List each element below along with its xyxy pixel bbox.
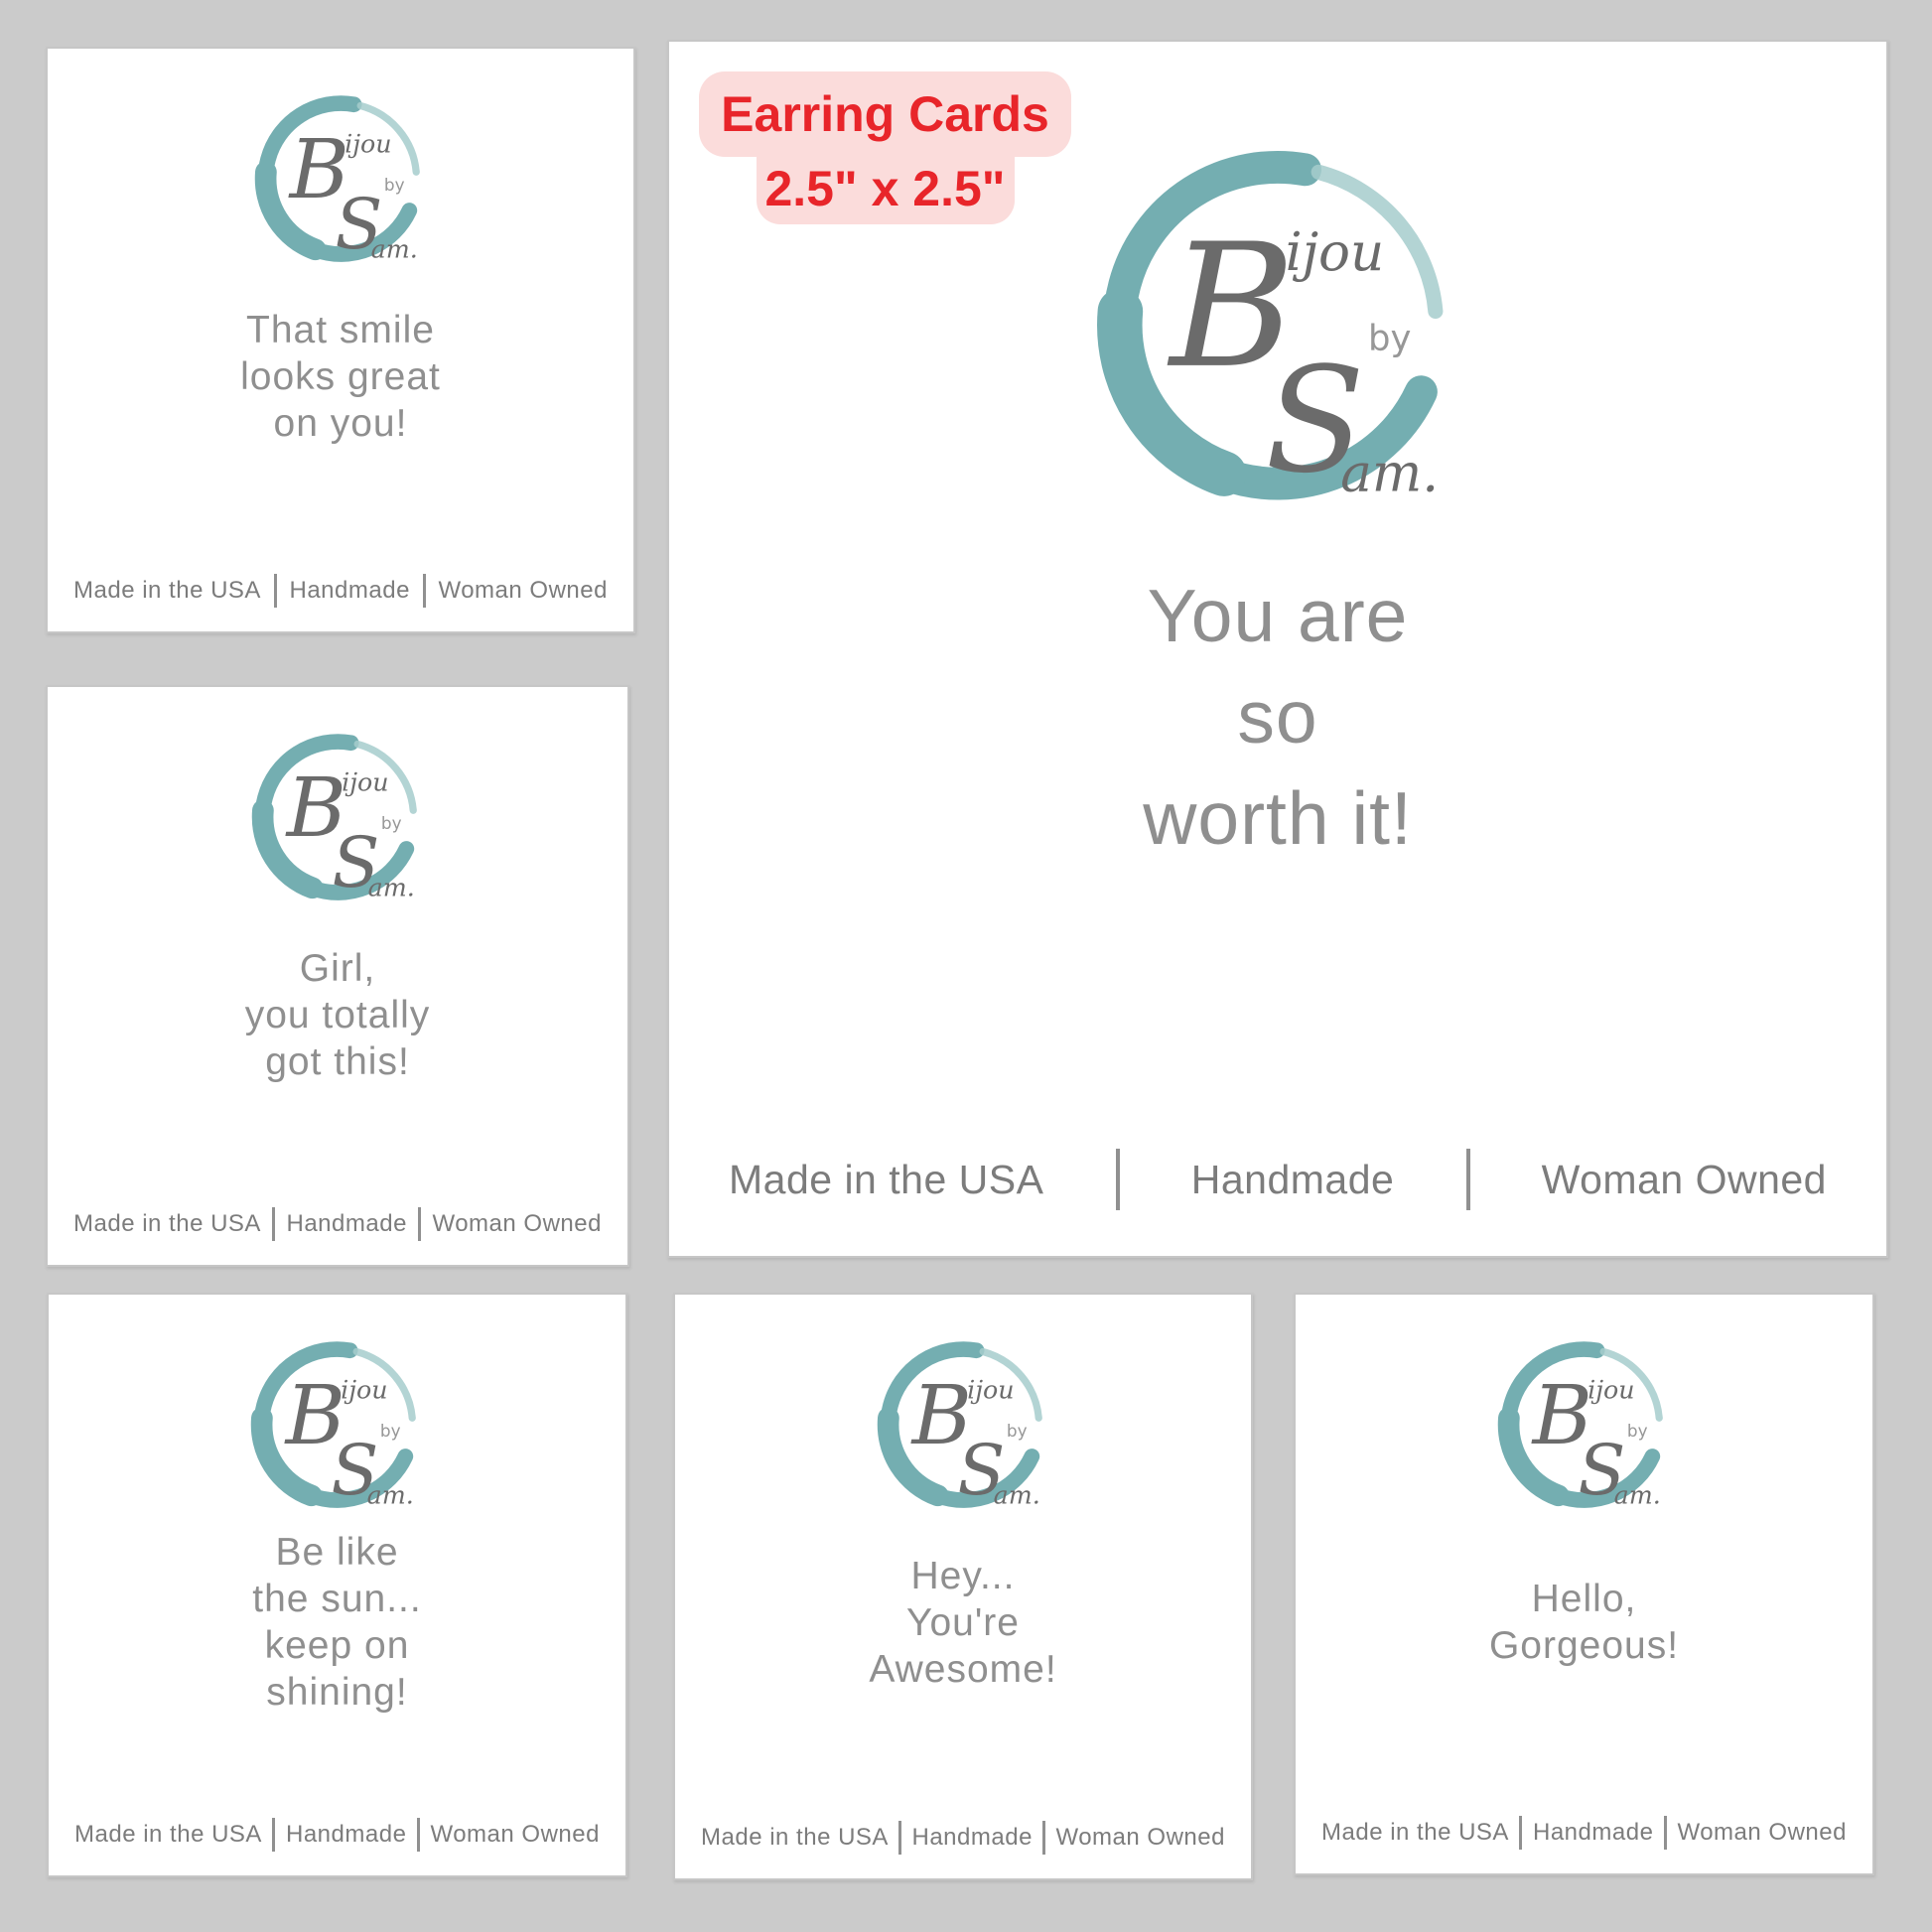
footer-made-in-usa: Made in the USA [73, 1210, 261, 1237]
divider [274, 574, 277, 608]
footer-handmade: Handmade [289, 577, 410, 604]
footer-made-in-usa: Made in the USA [1321, 1819, 1509, 1846]
card-message [48, 242, 633, 510]
earring-card-girl-you-got-this [46, 685, 629, 1267]
message-line: the sun... [252, 1578, 422, 1620]
size-badge-title: Earring Cards [699, 71, 1071, 157]
card-footer [48, 574, 633, 608]
card-message [669, 508, 1886, 925]
footer-made-in-usa: Made in the USA [701, 1824, 889, 1851]
divider [272, 1207, 275, 1241]
message-line: on you! [273, 401, 408, 445]
earring-card-be-like-the-sun [47, 1293, 627, 1877]
message-line: shining! [266, 1671, 408, 1714]
message-line: looks great [240, 354, 441, 398]
card-footer [49, 1818, 625, 1852]
card-message [48, 881, 627, 1149]
message-line: That smile [246, 308, 435, 351]
size-badge [699, 71, 1071, 224]
message-line: Awesome! [869, 1647, 1057, 1691]
message-line: got this! [265, 1039, 410, 1083]
footer-handmade: Handmade [286, 1821, 407, 1848]
message-line: Girl, [299, 946, 376, 990]
divider [418, 1207, 421, 1241]
earring-card-that-smile [46, 47, 635, 633]
footer-handmade: Handmade [286, 1210, 407, 1237]
earring-card-hey-youre-awesome [673, 1293, 1253, 1880]
footer-woman-owned: Woman Owned [432, 1210, 602, 1237]
divider [1042, 1821, 1045, 1855]
message-line: you totally [244, 993, 431, 1036]
divider [1466, 1149, 1470, 1210]
card-message [1296, 1488, 1872, 1756]
footer-woman-owned: Woman Owned [1677, 1819, 1847, 1846]
footer-made-in-usa: Made in the USA [73, 577, 261, 604]
message-line: worth it! [1143, 776, 1413, 860]
divider [1519, 1816, 1522, 1850]
footer-handmade: Handmade [1533, 1819, 1654, 1846]
message-line: Gorgeous! [1488, 1624, 1680, 1667]
earring-card-you-are-worth-it [667, 40, 1888, 1258]
message-line: You are [1147, 574, 1409, 657]
card-message [675, 1488, 1251, 1756]
divider [1664, 1816, 1667, 1850]
card-message [49, 1488, 625, 1756]
message-line: Be like [275, 1531, 399, 1574]
message-line: so [1237, 675, 1318, 759]
size-badge-dimensions: 2.5" x 2.5" [757, 153, 1015, 224]
message-line: Hey... [910, 1554, 1016, 1597]
message-line: Hello, [1531, 1578, 1637, 1620]
footer-made-in-usa: Made in the USA [74, 1821, 262, 1848]
footer-made-in-usa: Made in the USA [729, 1156, 1044, 1202]
divider [417, 1818, 420, 1852]
card-footer [669, 1149, 1886, 1210]
footer-woman-owned: Woman Owned [1541, 1156, 1827, 1202]
divider [272, 1818, 275, 1852]
footer-handmade: Handmade [911, 1824, 1033, 1851]
bijou-by-sam-logo-icon [1064, 119, 1491, 546]
footer-woman-owned: Woman Owned [438, 577, 608, 604]
card-footer [48, 1207, 627, 1241]
divider [1116, 1149, 1120, 1210]
earring-card-hello-gorgeous [1294, 1293, 1874, 1875]
footer-woman-owned: Woman Owned [1055, 1824, 1225, 1851]
message-line: keep on [264, 1624, 410, 1667]
divider [423, 574, 426, 608]
card-footer [1296, 1816, 1872, 1850]
divider [898, 1821, 901, 1855]
footer-woman-owned: Woman Owned [430, 1821, 600, 1848]
message-line: You're [906, 1600, 1020, 1644]
card-footer [675, 1821, 1251, 1855]
footer-handmade: Handmade [1190, 1156, 1395, 1202]
